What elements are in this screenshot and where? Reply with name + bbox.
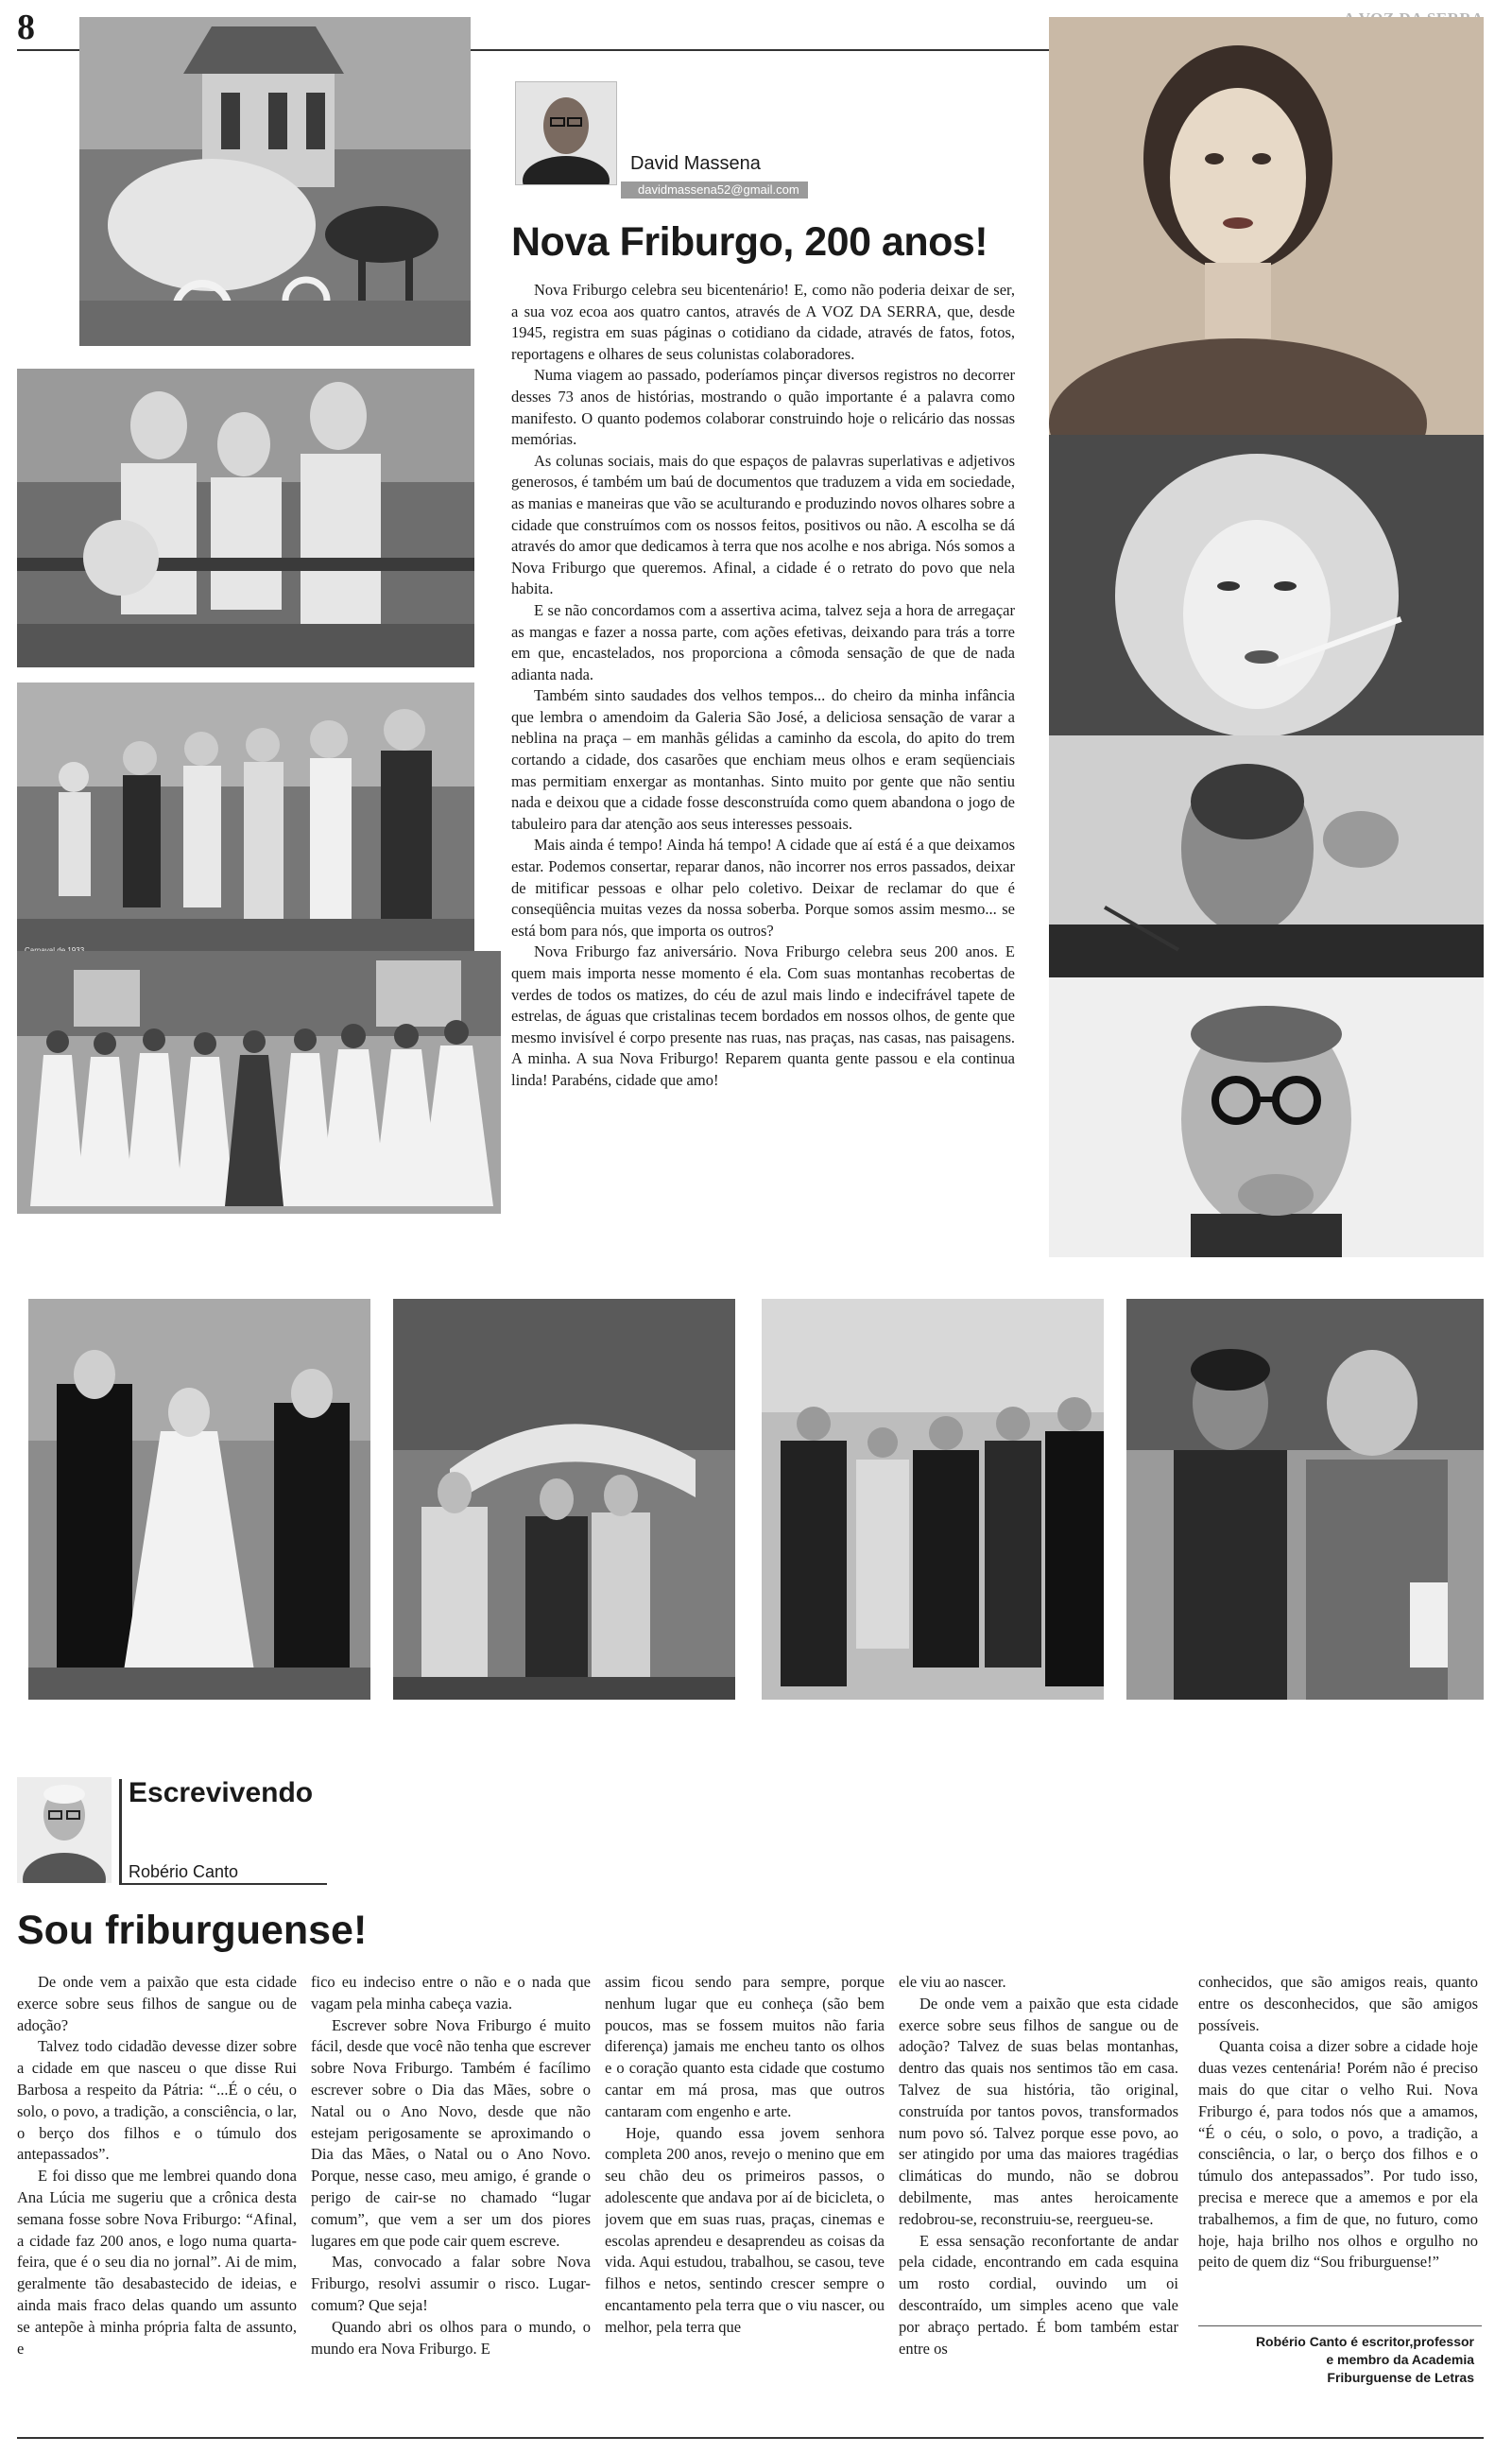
article-paragraph: Nova Friburgo faz aniversário. Nova Friburgo celebra seus 200 anos. E quem mais importa nesse momento é ela. Com suas montanhas recobertas de verdes de todos os matizes, do céu de azul mais lindo e indecifrável tapete de estrelas, de águas que cristalinas tecem bordados em nossos olhos, de gente que mesmo invisível é corpo presente nas ruas, nas praças, nas casas, nas paisagens. A minha. A sua Nova Friburgo! Reparem quanta gente passou e ela continua linda! Parabéns, cidade que amo!	[511, 942, 1015, 1089]
column-paragraph: Quando abri os olhos para o mundo, o mundo era Nova Friburgo. E	[311, 2317, 591, 2358]
columnist-photo	[17, 1777, 112, 1883]
article-paragraph: Nova Friburgo celebra seu bicentenário! E, como não poderia deixar de ser, a sua voz ecoa aos quatro cantos, através de A VOZ DA SERRA, que, desde 1945, registra em suas páginas o cotidiano da cidade, através de fatos, fotos, reportagens e olhares de seus colunistas colaboradores.	[511, 281, 1015, 363]
bio-line: e membro da Academia	[1326, 2352, 1474, 2367]
photo-group-party	[762, 1299, 1104, 1700]
column-divider	[119, 1779, 122, 1883]
column-paragraph: Escrever sobre Nova Friburgo é muito fácil, desde que você não tenha que escrever sobre Nova Friburgo. Também é facílimo escrever sobre o Dia das Mães, sobre o Natal ou o Ano Novo, desde que não estejam perigosamente se aproximando o Dia das Mães, o Natal ou o Ano Novo. Porque, nesse caso, meu amigo, é grande o perigo de cair-se no chamado “lugar comum”, que vem a ser um dos piores lugares em que pode cair quem escreve.	[311, 2015, 591, 2250]
column-paragraph: Hoje, quando essa jovem senhora completa 200 anos, revejo o menino que em seu chão deu os primeiros passos, o adolescente que andava por aí de bicicleta, o jovem que em suas ruas, praças, cinemas e escolas aprendeu e desaprendeu as coisas da vida. Aqui estudou, trabalhou, se casou, teve filhos e netos, sentindo crescer sempre o encantamento pela terra que o viu nascer, ou melhor, pela terra que	[605, 2123, 885, 2336]
column-paragraph: De onde vem a paixão que esta cidade exerce sobre seus filhos de sangue ou de adoção? Talvez de suas belas montanhas, dentro das quais nos sentimos tão em casa. Talvez de sua história, tão original, construída por tantos povos, transformados num povo só. Talvez porque esse povo, ao ser atingido por uma das maiores tragédias climáticas do mundo, não se dobrou debilmente, mas antes heroicamente redobrou-se, reconstruiu-se, reergueu-se.	[899, 1994, 1178, 2228]
text-column-2	[311, 1972, 591, 2359]
text-column-4	[899, 1972, 1178, 2359]
column-rule	[119, 1883, 327, 1885]
article-title: Nova Friburgo, 200 anos!	[511, 219, 988, 265]
column-article-title: Sou friburguense!	[17, 1908, 368, 1953]
photo-pierrots	[17, 369, 474, 667]
text-column-5	[1198, 1972, 1478, 2273]
column-title: Escrevivendo	[129, 1777, 314, 1808]
article-paragraph: Numa viagem ao passado, poderíamos pinçar diversos registros no decorrer desses 73 anos de histórias, mostrando o quão importante é a palavra como manifesto. O quanto podemos colaborar construindo hoje o relicário das nossas memórias.	[511, 366, 1015, 449]
photo-two-men	[1126, 1299, 1484, 1700]
column-paragraph: ele viu ao nascer.	[899, 1973, 1006, 1991]
page-number: 8	[17, 8, 35, 47]
photo-blonde-woman	[1049, 435, 1484, 735]
column-paragraph: conhecidos, que são amigos reais, quanto entre os desconhecidos, que são amigos possíveis.	[1198, 1973, 1478, 2034]
article-paragraph: Também sinto saudades dos velhos tempos... do cheiro da minha infância que lembra o amendoim da Galeria São José, a deliciosa sensação de varar a neblina na praça – em manhãs gélidas a caminho da escola, do apito do trem cortando a cidade, dos casarões que enchiam meus olhos e eram seqüenciais mas permitiam enxergar as montanhas. Sinto muito por gente que não sentiu nada e deixou que a cidade fosse desconstruída como quem abandona o jogo de tabuleiro para dar atenção aos seus interesses pessoais.	[511, 686, 1015, 833]
columnist-name: Robério Canto	[129, 1862, 239, 1881]
column-paragraph: Quanta coisa a dizer sobre a cidade hoje duas vezes centenária! Porém não é preciso mais do que citar o velho Rui. Nova Friburgo é, para todos nós que a amamos, “É o céu, o solo, o povo, a tradição, a consciência, o lar, o berço dos filhos e o túmulo dos antepassados”. Por tudo isso, precisa e merece que a amemos e por ela trabalhemos, a fim de que, no futuro, como hoje, haja brilho nos olhos e orgulho no peito de quem diz “Sou friburguense!”	[1198, 2037, 1478, 2272]
author-box	[515, 81, 808, 200]
photo-woman-signed	[1049, 17, 1484, 469]
column-paragraph: Talvez todo cidadão devesse dizer sobre a cidade em que nasceu o que disse Rui Barbosa a respeito da Pátria: “...É o céu, o solo, o povo, a tradição, a consciência, o lar, o berço dos filhos e o túmulo dos antepassados”.	[17, 2037, 297, 2164]
author-email[interactable]: davidmassena52@gmail.com	[621, 181, 808, 199]
article-paragraph: E se não concordamos com a assertiva acima, talvez seja a hora de arregaçar as mangas e fazer a nossa parte, com ações efetivas, deixando para trás a torre em que, encastelados, nos proporciona a cômoda sensação de que de nada adianta nada.	[511, 600, 1015, 683]
photo-carriage	[79, 17, 471, 346]
photo-man-glasses	[1049, 977, 1484, 1257]
bio-divider	[1198, 2325, 1482, 2326]
column-paragraph: Mas, convocado a falar sobre Nova Friburgo, resolvi assumir o risco. Lugar-comum? Que seja!	[311, 2253, 591, 2314]
column-paragraph: E essa sensação reconfortante de andar pela cidade, encontrando em cada esquina um rosto cordial, ouvindo um oi descontraído, um simples aceno que vale por abraço pertado. É bom também estar entre os	[899, 2231, 1178, 2358]
author-photo	[515, 81, 617, 185]
article-paragraph: As colunas sociais, mais do que espaços de palavras superlativas e adjetivos generosos, é também um baú de documentos que traduzem a vida em sociedade, as manias e maneiras que vão se aculturando e produzindo novos olhares sobre a cidade que construímos com os nossos feitos, positivos ou não. A escolha se dá através do amor que dedicamos à terra que nos acolhe e nos abriga. Nós somos a Nova Friburgo que queremos. Afinal, a cidade é o retrato do povo que nela habita.	[511, 451, 1015, 598]
article-body	[511, 280, 1015, 1263]
footer-rule	[17, 2437, 1484, 2439]
photo-children-costumes	[17, 683, 474, 964]
article-paragraph: Mais ainda é tempo! Ainda há tempo! A cidade que aí está é a que deixamos estar. Podemos consertar, reparar danos, não incorrer nos erros passados, deixar de mitificar pessoas e olhar pelo coletivo. Deixar de reclamar do que é conseqüência muitas vezes da nossa soberba. Porque somos assim mesmo... se está bom para nós, que importa os outros?	[511, 836, 1015, 940]
bio-line: Friburguense de Letras	[1327, 2370, 1474, 2385]
column-paragraph: E foi disso que me lembrei quando dona Ana Lúcia me sugeriu que a crônica desta semana fosse sobre Nova Friburgo: “Afinal, a cidade faz 200 anos, e logo numa quarta-feira, que é o seu dia no jornal”. Ai de mim, geralmente tão desabastecido de ideias, e ainda mais fraco delas quando um assunto se antepõe à minha própria falta de assunto, e	[17, 2167, 297, 2358]
column-header	[17, 1777, 314, 1889]
photo-conductor	[1049, 735, 1484, 977]
column-paragraph: assim ficou sendo para sempre, porque nenhum lugar que eu conheça (são bem poucos, mas se fossem muitos não faria diferença) jamais me encheu tanto os olhos e o coração quanto esta cidade que costumo cantar em má prosa, mas que outros cantaram com engenho e arte.	[605, 1973, 885, 2120]
photo-queen-ceremony	[28, 1299, 370, 1700]
column-paragraph: fico eu indeciso entre o não e o nada que vagam pela minha cabeça vazia.	[311, 1973, 591, 2013]
text-column-3	[605, 1972, 885, 2339]
photo-ladies-gowns	[17, 951, 501, 1214]
author-name: David Massena	[630, 153, 761, 174]
text-column-1	[17, 1972, 297, 2359]
column-paragraph: De onde vem a paixão que esta cidade exerce sobre seus filhos de sangue ou de adoção?	[17, 1973, 297, 2034]
bio-line: Robério Canto é escritor,professor	[1255, 2334, 1474, 2349]
author-bio	[1191, 2333, 1474, 2387]
photo-staircase-group	[393, 1299, 735, 1700]
